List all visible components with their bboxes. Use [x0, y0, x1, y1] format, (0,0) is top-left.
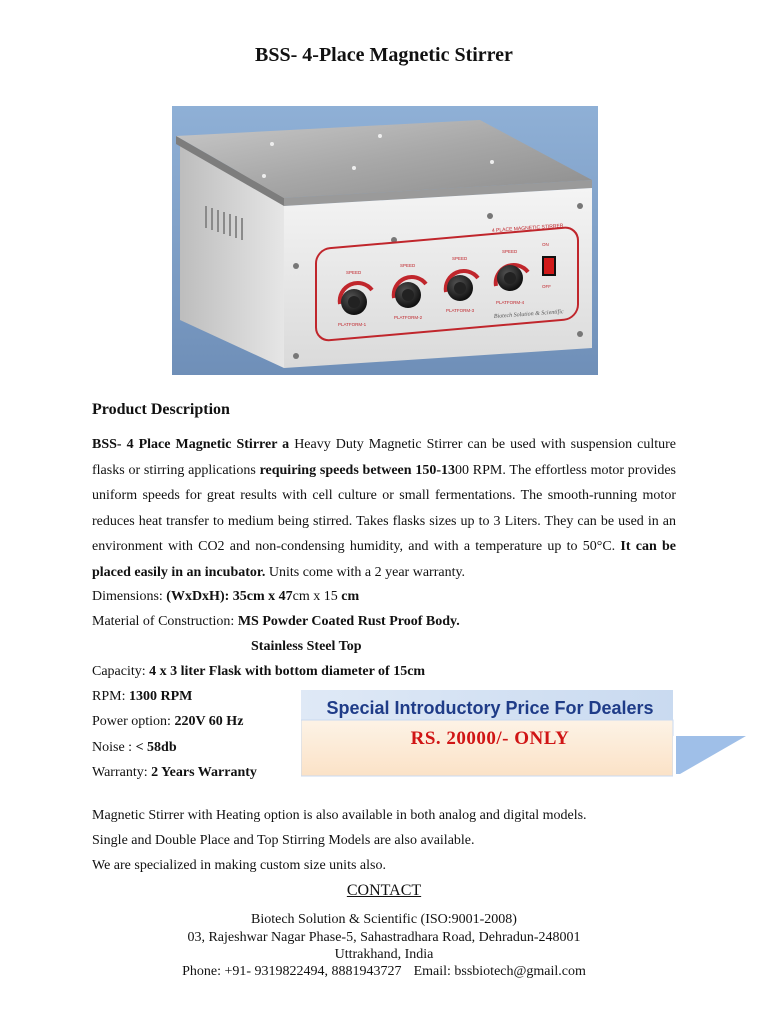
platform-label-4: PLATFORM-4: [496, 300, 525, 305]
contact-email[interactable]: Email: bssbiotech@gmail.com: [413, 964, 586, 979]
contact-phone: Phone: +91- 9319822494, 8881943727: [182, 964, 402, 979]
spec-value: Stainless Steel Top: [251, 639, 362, 654]
on-label: ON: [542, 242, 549, 247]
section-heading-product-description: Product Description: [92, 401, 230, 418]
spec-material: [92, 612, 460, 632]
panel-label: 4 PLACE MAGNETIC STIRRER: [491, 223, 564, 234]
contact-address: 03, Rajeshwar Nagar Phase-5, Sahastradhara Road, Dehradun-248001: [187, 930, 581, 945]
spec-dimensions: [92, 587, 359, 607]
spec-label: Material of Construction:: [92, 614, 238, 629]
note-heating-option: Magnetic Stirrer with Heating option is also available in both analog and digital models.: [92, 808, 587, 823]
desc-text-2: 00 RPM. The effortless motor provides uniform speeds for great results with cell culture or small fermentations. The smooth-running motor reduces heat transfer to medium being stirred. Takes flasks sizes up to 3 Liters. They can be used in an environment with CO2 and non-condensing humidity, and with a temperature up to 50°C.: [92, 462, 677, 554]
speed-label-4: SPEED: [502, 249, 518, 254]
spec-value: 2 Years Warranty: [151, 765, 257, 780]
spec-value: (WxDxH): 35: [166, 589, 247, 604]
contact-region: Uttrakhand, India: [334, 947, 434, 962]
spec-label: Dimensions:: [92, 589, 167, 604]
product-photo: [172, 106, 598, 375]
speed-label-1: SPEED: [346, 270, 362, 275]
promo-title: Special Introductory Price For Dealers: [326, 698, 654, 718]
spec-label: Warranty:: [92, 765, 152, 780]
spec-value: 4 x 3 liter Flask with bottom diameter of 15cm: [149, 664, 426, 679]
desc-text-3: Units come with a 2 year warranty.: [265, 564, 466, 580]
spec-label: RPM:: [92, 689, 129, 704]
promo-banner: [301, 690, 679, 778]
spec-label: Noise :: [92, 740, 136, 755]
promo-arrow-tab: [676, 734, 746, 776]
off-label: OFF: [542, 284, 551, 289]
spec-value: < 58db: [135, 740, 177, 755]
spec-value: 1300 RPM: [128, 689, 193, 704]
spec-noise: [92, 738, 177, 758]
spec-label: Capacity:: [92, 664, 150, 679]
desc-bold-1: BSS- 4 Place Magnetic Stirrer a: [92, 437, 290, 452]
spec-value: 220V 60 Hz: [174, 714, 244, 729]
note-custom-units: We are specialized in making custom size units also.: [92, 858, 386, 873]
spec-power: [92, 712, 243, 732]
platform-label-2: PLATFORM-2: [394, 315, 423, 320]
speed-label-2: SPEED: [400, 263, 416, 268]
spec-value: cm x 47: [246, 589, 293, 604]
spec-value: cm: [341, 589, 360, 604]
contact-phone-email: [0, 963, 768, 981]
promo-price: RS. 20000/- ONLY: [410, 728, 570, 749]
product-description: [92, 432, 676, 585]
magnetic-stirrer-illustration: [172, 106, 598, 375]
speed-label-3: SPEED: [452, 256, 468, 261]
platform-label-1: PLATFORM-1: [338, 322, 367, 327]
page-title: BSS- 4-Place Magnetic Stirrer: [255, 44, 513, 66]
spec-warranty: [92, 763, 257, 783]
desc-text-1: Heavy Duty Magnetic Stirrer can be used with suspension culture flasks or stirring applications: [92, 437, 677, 478]
platform-label-3: PLATFORM-3: [446, 308, 475, 313]
contact-company: Biotech Solution & Scientific (ISO:9001-2008): [251, 912, 517, 927]
desc-bold-2: requiring speeds between 150-13: [259, 462, 455, 478]
spec-material-top: [251, 637, 361, 657]
spec-value: cm x 15: [292, 589, 342, 604]
desc-bold-3: It can be placed easily in an incubator.: [92, 539, 676, 580]
spec-capacity: [92, 662, 425, 682]
spec-rpm: [92, 687, 192, 707]
note-models: Single and Double Place and Top Stirring Models are also available.: [92, 833, 475, 848]
brand-mark: Biotech Solution & Scientific: [493, 309, 564, 320]
spec-label: Power option:: [92, 714, 175, 729]
contact-heading: CONTACT: [346, 882, 422, 899]
spec-value: MS Powder Coated Rust Proof Body.: [237, 614, 460, 629]
